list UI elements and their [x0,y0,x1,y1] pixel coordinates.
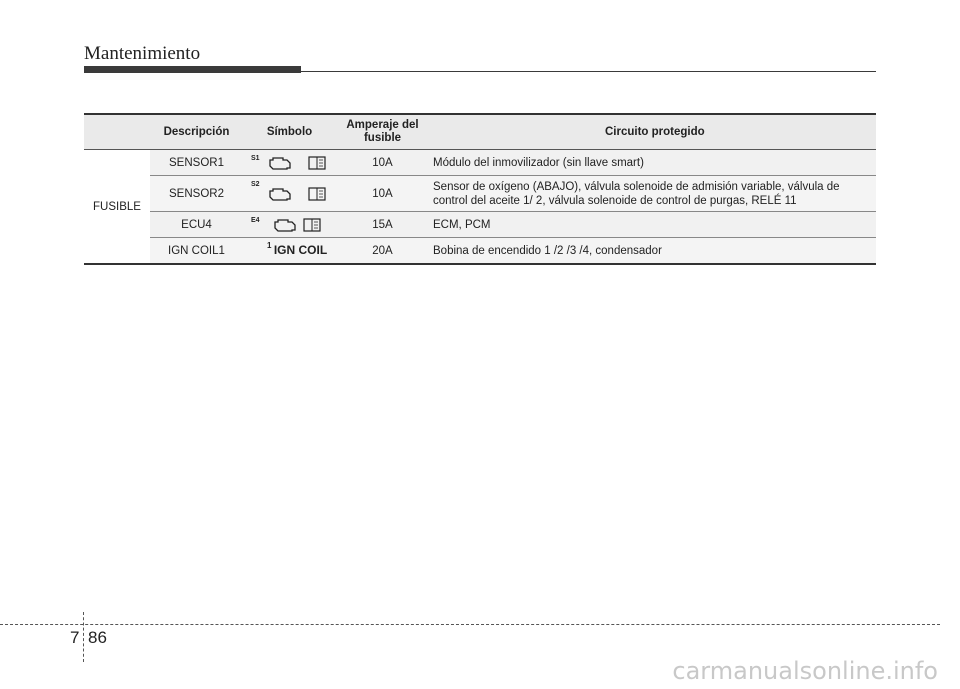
book-icon [303,217,321,233]
header-symbol: Símbolo [243,114,336,150]
row-circuit: Módulo del inmovilizador (sin llave smart) [429,150,876,176]
row-description: SENSOR2 [150,176,243,212]
fuse-table [84,113,876,265]
header-empty [84,114,150,150]
footer-dashed-divider [83,612,84,662]
engine-icon [267,155,293,171]
row-symbol [243,176,336,212]
header-rule [301,71,876,72]
symbol-label: E4 [251,217,260,224]
page-section-title: Mantenimiento [84,43,201,64]
header-description: Descripción [150,114,243,150]
table-row [84,212,876,238]
row-circuit: ECM, PCM [429,212,876,238]
engine-icon [272,217,298,233]
row-description: ECU4 [150,212,243,238]
symbol-label: S1 [251,155,260,162]
row-circuit: Bobina de encendido 1 /2 /3 /4, condensador [429,238,876,265]
engine-icon [267,186,293,202]
row-amperage: 10A [336,150,429,176]
symbol-label: 1 [267,241,272,250]
header-circuit: Circuito protegido [429,114,876,150]
watermark-text: carmanualsonline.info [672,657,938,685]
row-amperage: 15A [336,212,429,238]
table-header-row [84,114,876,150]
row-symbol [243,212,336,238]
ign-coil-symbol: IGN COIL [273,242,328,257]
header-amperage: Amperaje del fusible [336,114,429,150]
book-icon [308,155,326,171]
fuse-group-label: FUSIBLE [84,150,150,265]
header-bar [84,66,301,73]
chapter-number: 7 [70,628,80,647]
footer-dashed-rule [0,624,940,625]
row-amperage: 10A [336,176,429,212]
row-description: IGN COIL1 [150,238,243,265]
symbol-label: S2 [251,181,260,188]
row-symbol [243,150,336,176]
row-description: SENSOR1 [150,150,243,176]
page-number: 86 [88,628,107,647]
table-row [84,238,876,265]
table-row [84,150,876,176]
row-amperage: 20A [336,238,429,265]
table-row [84,176,876,212]
row-circuit: Sensor de oxígeno (ABAJO), válvula solenoide de admisión variable, válvula de control del aceite 1/ 2, válvula solenoide de control de purgas, RELÉ 11 [429,176,876,212]
row-symbol [243,238,336,265]
book-icon [308,186,326,202]
